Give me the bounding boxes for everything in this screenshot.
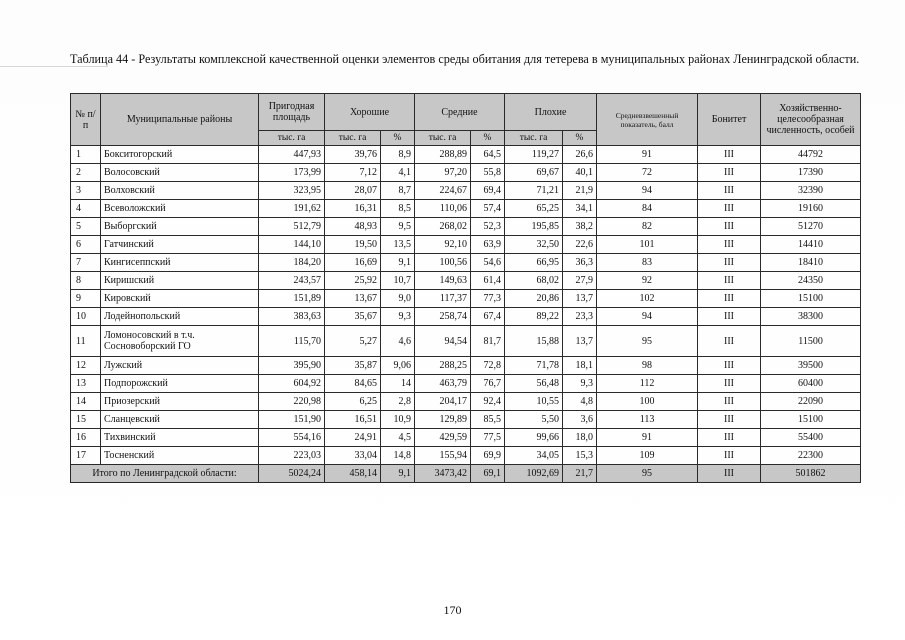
- header-bonitet: Бонитет: [698, 94, 761, 146]
- bad-percent: 34,1: [563, 200, 597, 218]
- good-area: 35,87: [325, 357, 381, 375]
- bonitet-class: III: [698, 326, 761, 357]
- bonitet-class: III: [698, 429, 761, 447]
- suitable-area: 512,79: [259, 218, 325, 236]
- suitable-area: 151,90: [259, 411, 325, 429]
- bad-area: 89,22: [505, 308, 563, 326]
- good-percent: 4,5: [381, 429, 415, 447]
- weighted-score: 100: [597, 393, 698, 411]
- population-count: 51270: [761, 218, 861, 236]
- total-row: [71, 465, 861, 483]
- unit-good-ha: тыс. га: [325, 131, 381, 146]
- table-row: [71, 308, 861, 326]
- district-name: Лодейнопольский: [101, 308, 259, 326]
- medium-area: 117,37: [415, 290, 471, 308]
- good-percent: 14,8: [381, 447, 415, 465]
- bonitet-class: III: [698, 308, 761, 326]
- bad-area: 34,05: [505, 447, 563, 465]
- population-count: 44792: [761, 146, 861, 164]
- row-number: 13: [71, 375, 101, 393]
- bonitet-class: III: [698, 447, 761, 465]
- population-count: 18410: [761, 254, 861, 272]
- suitable-area: 184,20: [259, 254, 325, 272]
- row-number: 2: [71, 164, 101, 182]
- district-name: Гатчинский: [101, 236, 259, 254]
- weighted-score: 72: [597, 164, 698, 182]
- weighted-score: 98: [597, 357, 698, 375]
- header-district: Муниципальные районы: [101, 94, 259, 146]
- unit-good-pct: %: [381, 131, 415, 146]
- bonitet-class: III: [698, 254, 761, 272]
- weighted-score: 102: [597, 290, 698, 308]
- good-percent: 4,6: [381, 326, 415, 357]
- row-number: 16: [71, 429, 101, 447]
- bonitet-class: III: [698, 146, 761, 164]
- unit-bad-ha: тыс. га: [505, 131, 563, 146]
- table-row: [71, 447, 861, 465]
- total-good-pct: 9,1: [381, 465, 415, 483]
- bad-percent: 9,3: [563, 375, 597, 393]
- medium-area: 92,10: [415, 236, 471, 254]
- good-percent: 2,8: [381, 393, 415, 411]
- bad-percent: 26,6: [563, 146, 597, 164]
- suitable-area: 447,93: [259, 146, 325, 164]
- medium-percent: 72,8: [471, 357, 505, 375]
- weighted-score: 94: [597, 308, 698, 326]
- bad-percent: 40,1: [563, 164, 597, 182]
- suitable-area: 323,95: [259, 182, 325, 200]
- medium-percent: 55,8: [471, 164, 505, 182]
- header-good: Хорошие: [325, 94, 415, 131]
- medium-area: 149,63: [415, 272, 471, 290]
- suitable-area: 191,62: [259, 200, 325, 218]
- bonitet-class: III: [698, 218, 761, 236]
- table-row: [71, 429, 861, 447]
- row-number: 7: [71, 254, 101, 272]
- table-row: [71, 146, 861, 164]
- medium-area: 129,89: [415, 411, 471, 429]
- district-name: Киришский: [101, 272, 259, 290]
- medium-area: 224,67: [415, 182, 471, 200]
- table-caption: Таблица 44 - Результаты комплексной качественной оценки элементов среды обитания для тетерева в муниципальных районах Ленинградской области.: [70, 52, 860, 66]
- weighted-score: 91: [597, 146, 698, 164]
- table-row: [71, 200, 861, 218]
- good-area: 16,31: [325, 200, 381, 218]
- bad-percent: 13,7: [563, 326, 597, 357]
- district-name: Подпорожский: [101, 375, 259, 393]
- total-bad-pct: 21,7: [563, 465, 597, 483]
- bonitet-class: III: [698, 236, 761, 254]
- bad-percent: 21,9: [563, 182, 597, 200]
- row-number: 15: [71, 411, 101, 429]
- district-name: Кингисеппский: [101, 254, 259, 272]
- good-percent: 14: [381, 375, 415, 393]
- good-area: 7,12: [325, 164, 381, 182]
- district-name: Волосовский: [101, 164, 259, 182]
- row-number: 11: [71, 326, 101, 357]
- medium-percent: 64,5: [471, 146, 505, 164]
- row-number: 17: [71, 447, 101, 465]
- medium-area: 268,02: [415, 218, 471, 236]
- weighted-score: 101: [597, 236, 698, 254]
- suitable-area: 220,98: [259, 393, 325, 411]
- good-percent: 8,9: [381, 146, 415, 164]
- medium-percent: 54,6: [471, 254, 505, 272]
- table-body: [71, 146, 861, 465]
- suitable-area: 173,99: [259, 164, 325, 182]
- medium-percent: 61,4: [471, 272, 505, 290]
- population-count: 15100: [761, 411, 861, 429]
- suitable-area: 223,03: [259, 447, 325, 465]
- good-area: 5,27: [325, 326, 381, 357]
- header-population: Хозяйственно-целесообразная численность, особей: [761, 94, 861, 146]
- good-percent: 9,0: [381, 290, 415, 308]
- medium-percent: 67,4: [471, 308, 505, 326]
- medium-area: 288,89: [415, 146, 471, 164]
- suitable-area: 554,16: [259, 429, 325, 447]
- bonitet-class: III: [698, 375, 761, 393]
- good-area: 16,69: [325, 254, 381, 272]
- bad-area: 68,02: [505, 272, 563, 290]
- bad-area: 71,78: [505, 357, 563, 375]
- total-bad-ha: 1092,69: [505, 465, 563, 483]
- good-percent: 9,5: [381, 218, 415, 236]
- bad-area: 5,50: [505, 411, 563, 429]
- bad-percent: 27,9: [563, 272, 597, 290]
- bonitet-class: III: [698, 290, 761, 308]
- medium-area: 97,20: [415, 164, 471, 182]
- good-percent: 10,9: [381, 411, 415, 429]
- bad-percent: 4,8: [563, 393, 597, 411]
- good-area: 33,04: [325, 447, 381, 465]
- page-number: 170: [443, 603, 462, 617]
- good-area: 48,93: [325, 218, 381, 236]
- suitable-area: 243,57: [259, 272, 325, 290]
- row-number: 1: [71, 146, 101, 164]
- header-weighted-score: Средневзвешенный показатель, балл: [597, 94, 698, 146]
- good-area: 13,67: [325, 290, 381, 308]
- table-row: [71, 357, 861, 375]
- medium-area: 155,94: [415, 447, 471, 465]
- weighted-score: 91: [597, 429, 698, 447]
- suitable-area: 151,89: [259, 290, 325, 308]
- medium-percent: 69,9: [471, 447, 505, 465]
- table-row: [71, 272, 861, 290]
- weighted-score: 82: [597, 218, 698, 236]
- good-percent: 8,5: [381, 200, 415, 218]
- district-name: Кировский: [101, 290, 259, 308]
- weighted-score: 109: [597, 447, 698, 465]
- weighted-score: 94: [597, 182, 698, 200]
- bad-percent: 3,6: [563, 411, 597, 429]
- district-name: Тихвинский: [101, 429, 259, 447]
- good-area: 35,67: [325, 308, 381, 326]
- population-count: 22090: [761, 393, 861, 411]
- bad-area: 71,21: [505, 182, 563, 200]
- medium-percent: 76,7: [471, 375, 505, 393]
- medium-percent: 77,3: [471, 290, 505, 308]
- district-name: Всеволожский: [101, 200, 259, 218]
- weighted-score: 95: [597, 326, 698, 357]
- total-bonitet: III: [698, 465, 761, 483]
- good-percent: 13,5: [381, 236, 415, 254]
- medium-percent: 63,9: [471, 236, 505, 254]
- population-count: 11500: [761, 326, 861, 357]
- bonitet-class: III: [698, 164, 761, 182]
- district-name: Сланцевский: [101, 411, 259, 429]
- bonitet-class: III: [698, 411, 761, 429]
- bonitet-class: III: [698, 200, 761, 218]
- bonitet-class: III: [698, 182, 761, 200]
- unit-bad-pct: %: [563, 131, 597, 146]
- population-count: 22300: [761, 447, 861, 465]
- unit-medium-ha: тыс. га: [415, 131, 471, 146]
- medium-area: 204,17: [415, 393, 471, 411]
- population-count: 17390: [761, 164, 861, 182]
- row-number: 6: [71, 236, 101, 254]
- population-count: 32390: [761, 182, 861, 200]
- row-number: 4: [71, 200, 101, 218]
- good-area: 84,65: [325, 375, 381, 393]
- table-row: [71, 393, 861, 411]
- row-number: 8: [71, 272, 101, 290]
- bad-area: 10,55: [505, 393, 563, 411]
- good-percent: 8,7: [381, 182, 415, 200]
- suitable-area: 395,90: [259, 357, 325, 375]
- medium-area: 110,06: [415, 200, 471, 218]
- row-number: 3: [71, 182, 101, 200]
- good-area: 24,91: [325, 429, 381, 447]
- medium-area: 429,59: [415, 429, 471, 447]
- bad-area: 69,67: [505, 164, 563, 182]
- row-number: 9: [71, 290, 101, 308]
- weighted-score: 84: [597, 200, 698, 218]
- population-count: 14410: [761, 236, 861, 254]
- total-score: 95: [597, 465, 698, 483]
- table-row: [71, 218, 861, 236]
- medium-percent: 92,4: [471, 393, 505, 411]
- bad-percent: 15,3: [563, 447, 597, 465]
- district-name: Волховский: [101, 182, 259, 200]
- total-suitable: 5024,24: [259, 465, 325, 483]
- bad-percent: 23,3: [563, 308, 597, 326]
- district-name: Тосненский: [101, 447, 259, 465]
- medium-area: 288,25: [415, 357, 471, 375]
- table-row: [71, 254, 861, 272]
- good-percent: 10,7: [381, 272, 415, 290]
- population-count: 60400: [761, 375, 861, 393]
- good-area: 6,25: [325, 393, 381, 411]
- row-number: 10: [71, 308, 101, 326]
- row-number: 5: [71, 218, 101, 236]
- medium-percent: 52,3: [471, 218, 505, 236]
- medium-area: 258,74: [415, 308, 471, 326]
- bad-percent: 36,3: [563, 254, 597, 272]
- medium-percent: 81,7: [471, 326, 505, 357]
- total-medium-pct: 69,1: [471, 465, 505, 483]
- bad-area: 65,25: [505, 200, 563, 218]
- bad-area: 195,85: [505, 218, 563, 236]
- table-row: [71, 375, 861, 393]
- bad-area: 56,48: [505, 375, 563, 393]
- row-number: 12: [71, 357, 101, 375]
- suitable-area: 115,70: [259, 326, 325, 357]
- weighted-score: 83: [597, 254, 698, 272]
- row-number: 14: [71, 393, 101, 411]
- district-name: Выборгский: [101, 218, 259, 236]
- bad-area: 20,86: [505, 290, 563, 308]
- population-count: 15100: [761, 290, 861, 308]
- total-good-ha: 458,14: [325, 465, 381, 483]
- population-count: 55400: [761, 429, 861, 447]
- suitable-area: 383,63: [259, 308, 325, 326]
- population-count: 38300: [761, 308, 861, 326]
- bad-area: 99,66: [505, 429, 563, 447]
- weighted-score: 112: [597, 375, 698, 393]
- bad-area: 15,88: [505, 326, 563, 357]
- weighted-score: 92: [597, 272, 698, 290]
- good-area: 39,76: [325, 146, 381, 164]
- medium-area: 463,79: [415, 375, 471, 393]
- bonitet-class: III: [698, 393, 761, 411]
- header-medium: Средние: [415, 94, 505, 131]
- bad-percent: 18,1: [563, 357, 597, 375]
- table-row: [71, 326, 861, 357]
- good-percent: 4,1: [381, 164, 415, 182]
- population-count: 19160: [761, 200, 861, 218]
- total-population: 501862: [761, 465, 861, 483]
- table-row: [71, 236, 861, 254]
- bad-area: 119,27: [505, 146, 563, 164]
- district-name: Лужский: [101, 357, 259, 375]
- district-name: Приозерский: [101, 393, 259, 411]
- suitable-area: 144,10: [259, 236, 325, 254]
- medium-percent: 57,4: [471, 200, 505, 218]
- good-percent: 9,06: [381, 357, 415, 375]
- medium-percent: 69,4: [471, 182, 505, 200]
- table-row: [71, 182, 861, 200]
- table-header: [71, 94, 861, 146]
- good-area: 25,92: [325, 272, 381, 290]
- weighted-score: 113: [597, 411, 698, 429]
- bad-percent: 18,0: [563, 429, 597, 447]
- unit-medium-pct: %: [471, 131, 505, 146]
- table-row: [71, 164, 861, 182]
- unit-suitable-ha: тыс. га: [259, 131, 325, 146]
- table-total: [71, 465, 861, 483]
- suitable-area: 604,92: [259, 375, 325, 393]
- bad-percent: 38,2: [563, 218, 597, 236]
- bad-area: 32,50: [505, 236, 563, 254]
- medium-area: 100,56: [415, 254, 471, 272]
- total-label: Итого по Ленинградской области:: [71, 465, 259, 483]
- good-area: 19,50: [325, 236, 381, 254]
- bonitet-class: III: [698, 272, 761, 290]
- district-name: Бокситогорский: [101, 146, 259, 164]
- good-percent: 9,1: [381, 254, 415, 272]
- good-area: 16,51: [325, 411, 381, 429]
- habitat-assessment-table: [70, 93, 861, 483]
- table-row: [71, 290, 861, 308]
- population-count: 24350: [761, 272, 861, 290]
- bonitet-class: III: [698, 357, 761, 375]
- header-suitable-area: Пригодная площадь: [259, 94, 325, 131]
- medium-percent: 77,5: [471, 429, 505, 447]
- bad-percent: 13,7: [563, 290, 597, 308]
- medium-area: 94,54: [415, 326, 471, 357]
- population-count: 39500: [761, 357, 861, 375]
- good-area: 28,07: [325, 182, 381, 200]
- medium-percent: 85,5: [471, 411, 505, 429]
- district-name: Ломоносовский в т.ч. Сосновоборский ГО: [101, 326, 259, 357]
- bad-percent: 22,6: [563, 236, 597, 254]
- header-bad: Плохие: [505, 94, 597, 131]
- bad-area: 66,95: [505, 254, 563, 272]
- good-percent: 9,3: [381, 308, 415, 326]
- header-no: № п/п: [71, 94, 101, 146]
- total-medium-ha: 3473,42: [415, 465, 471, 483]
- table-row: [71, 411, 861, 429]
